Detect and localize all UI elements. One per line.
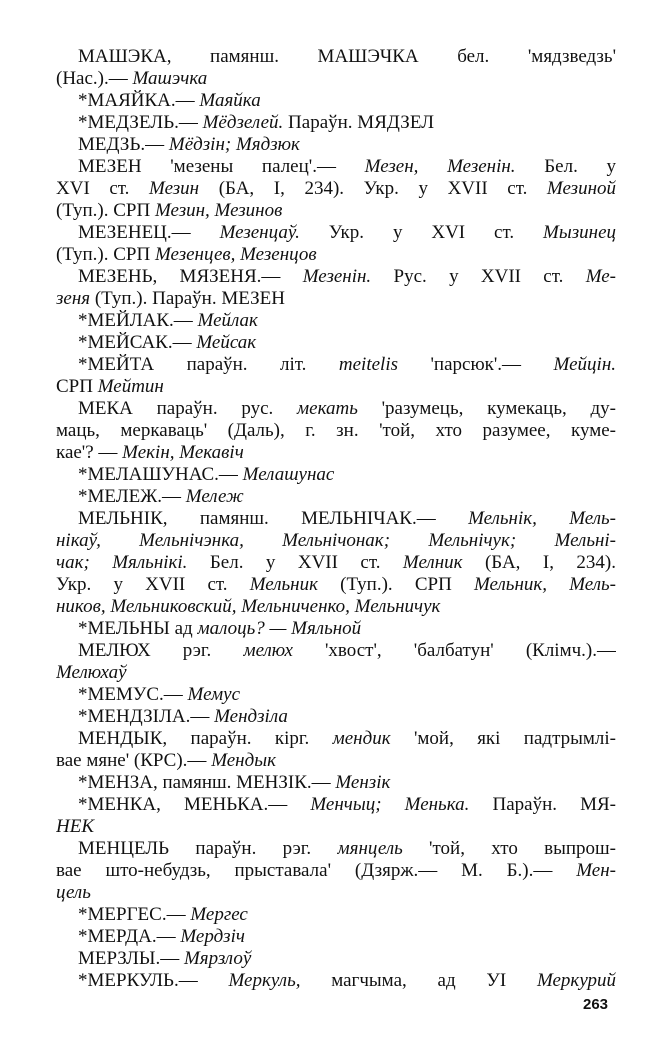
- text-line: Мелюхаў: [56, 662, 127, 683]
- text-line: МЕЛЬНІК, памянш. МЕЛЬНІЧАК.— Мельнік, Мель-: [78, 508, 616, 529]
- text-line: нікаў, Мельнічэнка, Мельнічонак; Мельнічук; Мельні-: [56, 530, 616, 551]
- text-line: *МЕРДА.— Мердзіч: [78, 926, 245, 947]
- text-line: МЕЗЕН 'мезены палец'.— Мезен, Мезенін. Бел. у: [78, 156, 616, 177]
- text-line: *МЕЛЬНЫ ад малоць? — Мяльной: [78, 618, 362, 639]
- text-line: МЕЗЕНЬ, МЯЗЕНЯ.— Мезенін. Рус. у XVII ст. Ме-: [78, 266, 616, 287]
- text-line: МЕНЦЕЛЬ параўн. рэг. мянцель 'той, хто выпрош-: [78, 838, 616, 859]
- text-line: цель: [56, 882, 91, 903]
- text-line: *МЕМУС.— Мемус: [78, 684, 241, 705]
- text-line: *МЕЙСАК.— Мейсак: [78, 332, 257, 353]
- text-line: *МЕЛЕЖ.— Мележ: [78, 486, 244, 507]
- text-line: кае'? — Мекін, Мекавіч: [56, 442, 244, 463]
- text-line: *МЕРГЕС.— Мергес: [78, 904, 248, 925]
- text-line: МАШЭКА, памянш. МАШЭЧКА бел. 'мядзведзь': [78, 46, 616, 67]
- text-line: *МЕНКА, МЕНЬКА.— Менчыц; Менька. Параўн. МЯ-: [78, 794, 616, 815]
- text-line: вае мяне' (КРС).— Мендык: [56, 750, 276, 771]
- text-line: Укр. у XVII ст. Мельник (Туп.). СРП Мельник, Мель-: [56, 574, 616, 595]
- text-line: зеня (Туп.). Параўн. МЕЗЕН: [56, 288, 285, 309]
- text-line: (Туп.). СРП Мезенцев, Мезенцов: [56, 244, 317, 265]
- text-line: вае што-небудзь, прыставала' (Дзярж.— М. Б.).— Мен-: [56, 860, 616, 881]
- text-line: *МЕНДЗІЛА.— Мендзіла: [78, 706, 288, 727]
- text-line: СРП Мейтин: [56, 376, 164, 397]
- text-line: МЕДЗЬ.— Мёдзін; Мядзюк: [78, 134, 300, 155]
- text-line: *МЕЙЛАК.— Мейлак: [78, 310, 258, 331]
- text-line: чак; Мяльнікі. Бел. у XVII ст. Мелник (БА, I, 234).: [56, 552, 616, 573]
- text-line: МЕЛЮХ рэг. мелюх 'хвост', 'балбатун' (Клімч.).—: [78, 640, 616, 661]
- text-line: МЕНДЫК, параўн. кірг. мендик 'мой, які падтрымлі-: [78, 728, 616, 749]
- text-line: МЕКА параўн. рус. мекать 'разумець, кумекаць, ду-: [78, 398, 616, 419]
- text-line: МЕРЗЛЫ.— Мярзлоў: [78, 948, 252, 969]
- text-line: ников, Мельниковский, Мельниченко, Мельничук: [56, 596, 441, 617]
- text-line: маць, меркаваць' (Даль), г. зн. 'той, хто разумее, куме-: [56, 420, 616, 441]
- text-line: НЕК: [56, 816, 94, 837]
- text-line: XVI ст. Мезин (БА, I, 234). Укр. у XVII ст. Мезиной: [56, 178, 616, 199]
- text-line: *МЕЛАШУНАС.— Мелашунас: [78, 464, 335, 485]
- text-line: *МАЯЙКА.— Маяйка: [78, 90, 261, 111]
- dictionary-text: [56, 46, 616, 992]
- text-line: (Туп.). СРП Мезин, Мезинов: [56, 200, 283, 221]
- text-line: МЕЗЕНЕЦ.— Мезенцаў. Укр. у XVI ст. Мызинец: [78, 222, 616, 243]
- text-line: *МЕЙТА параўн. літ. meitelis 'парсюк'.— Мейцін.: [78, 354, 616, 375]
- text-line: *МЕНЗА, памянш. МЕНЗІК.— Мензік: [78, 772, 391, 793]
- text-line: *МЕДЗЕЛЬ.— Мёдзелей. Параўн. МЯДЗЕЛ: [78, 112, 435, 133]
- page-number: 263: [583, 996, 609, 1013]
- text-line: (Нас.).— Машэчка: [56, 68, 208, 89]
- text-line: *МЕРКУЛЬ.— Меркуль, магчыма, ад УІ Меркурий: [78, 970, 616, 991]
